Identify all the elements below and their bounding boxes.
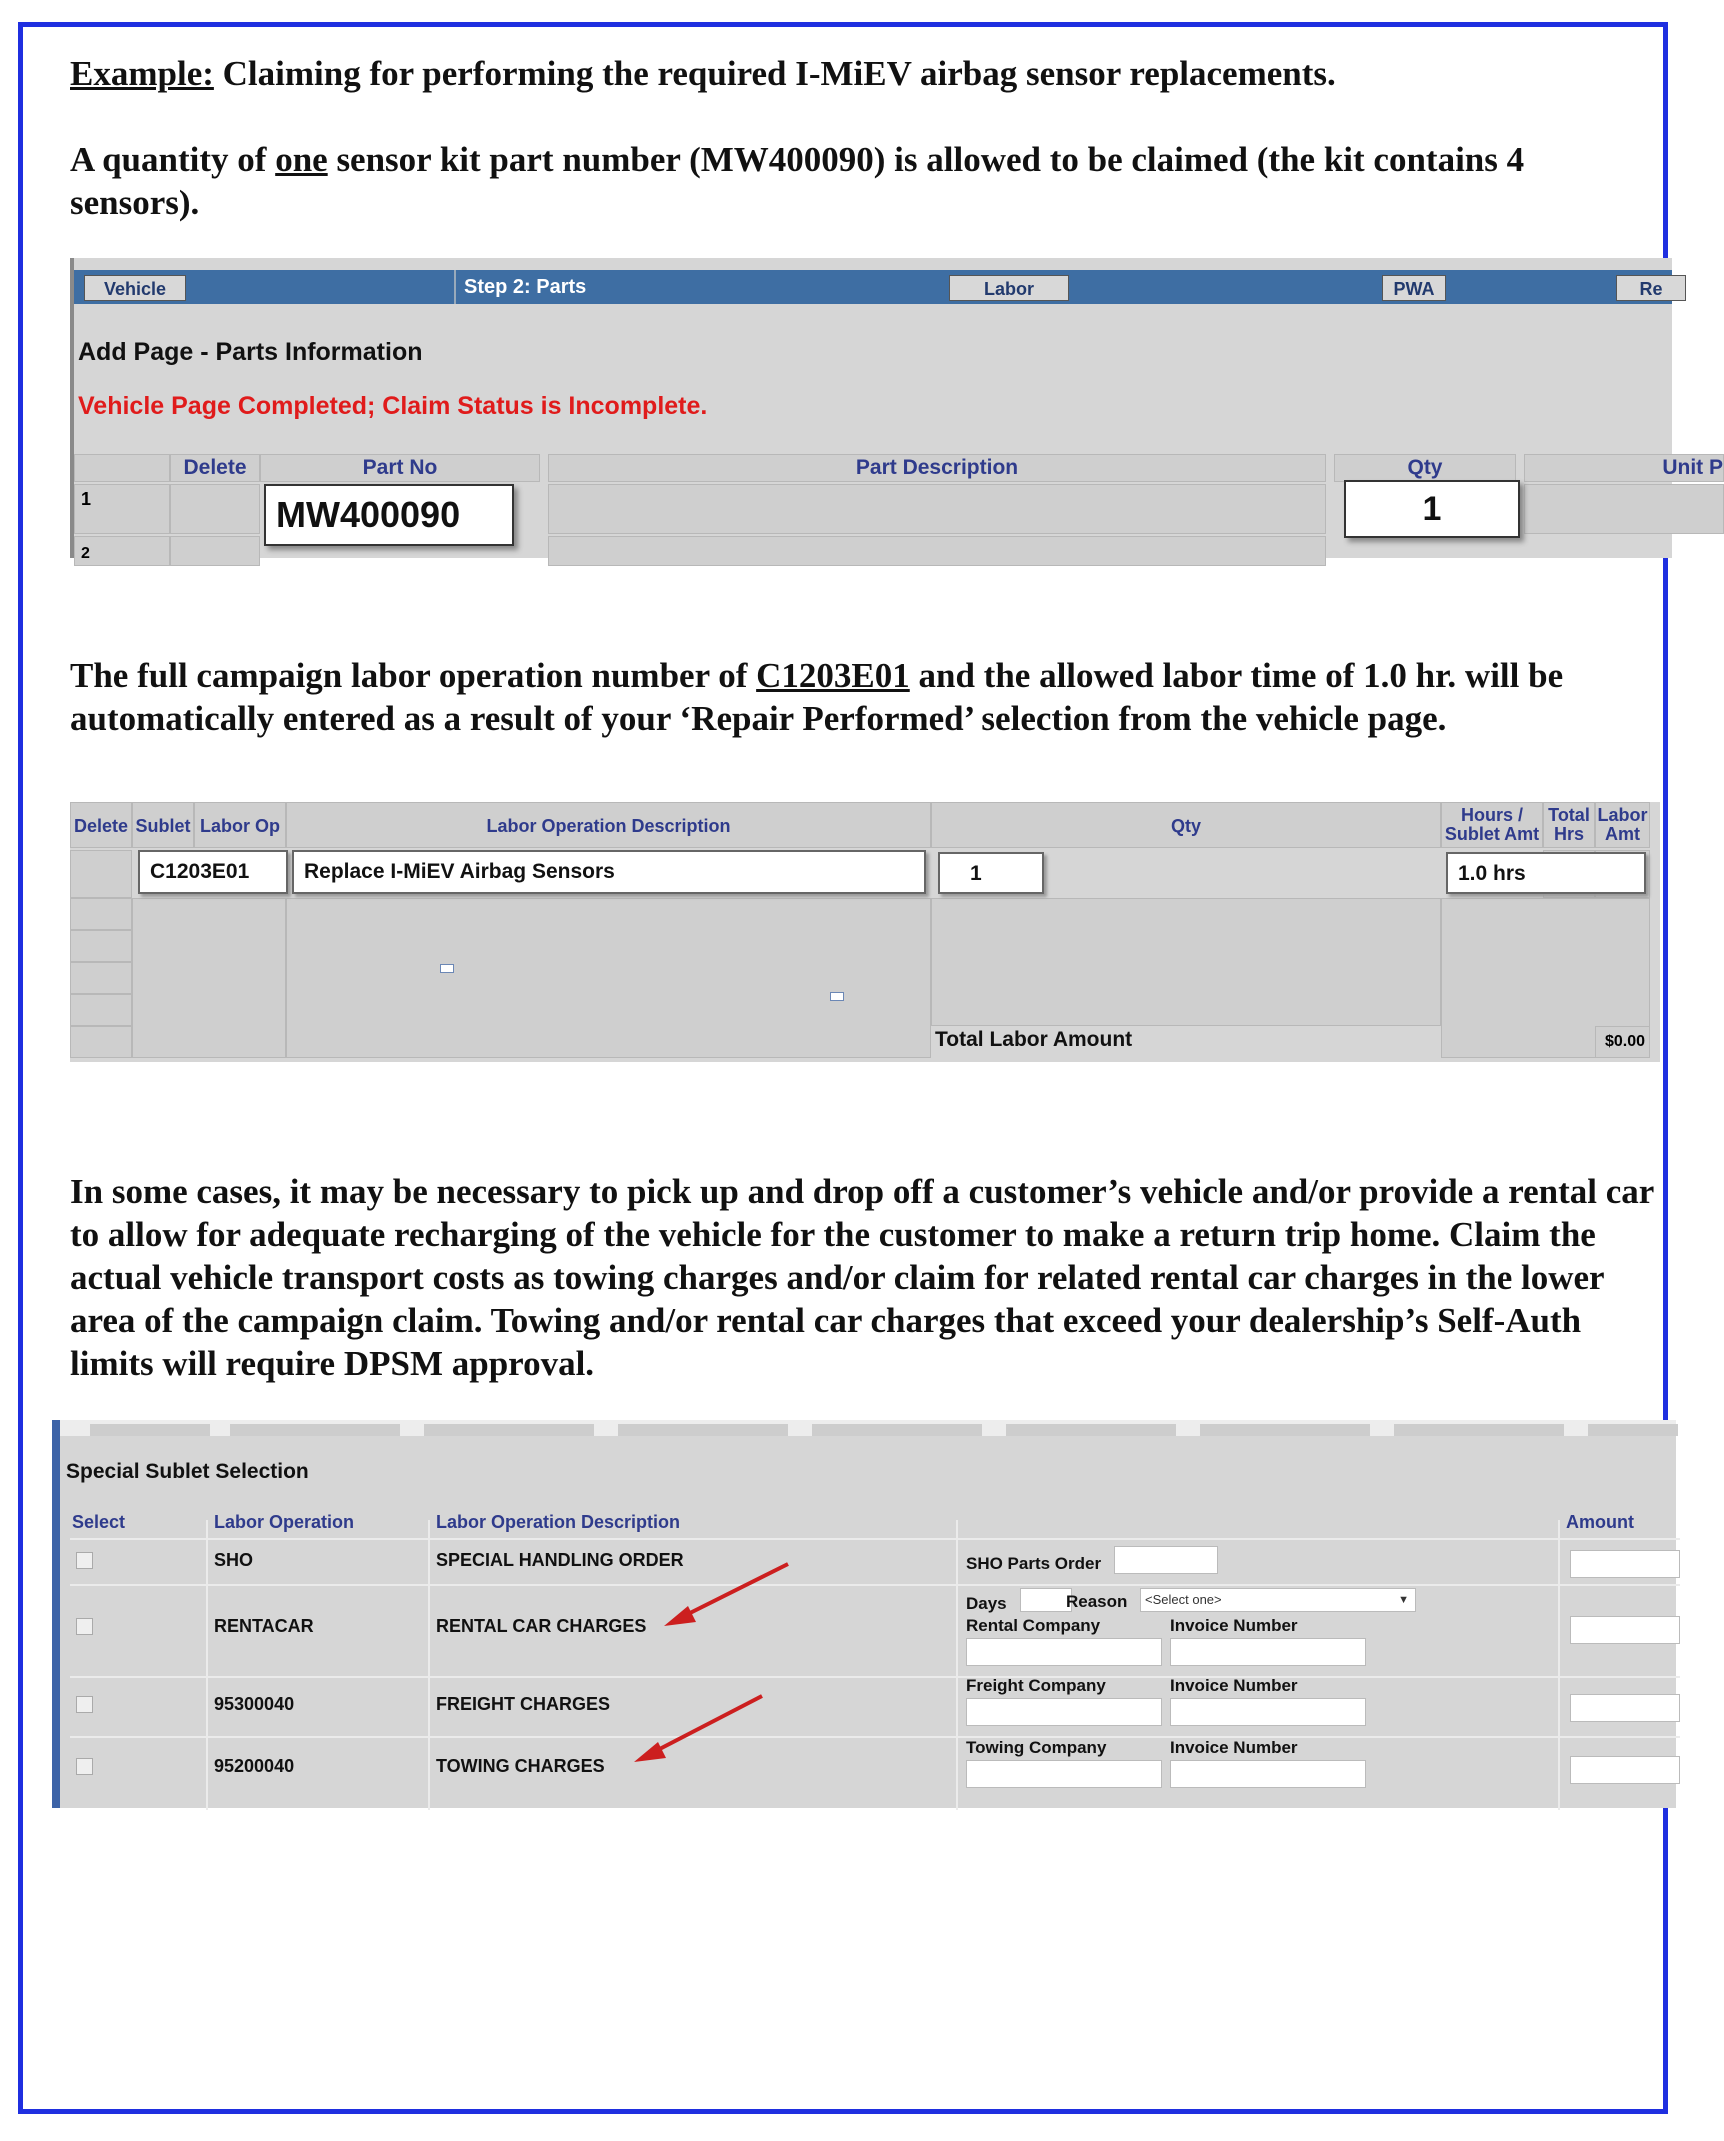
header-total-line1: Total bbox=[1548, 805, 1590, 825]
reason-select-value: <Select one> bbox=[1145, 1592, 1222, 1607]
resize-handle[interactable] bbox=[440, 964, 454, 973]
sho-parts-order-label: SHO Parts Order bbox=[966, 1554, 1102, 1573]
header-delete: Delete bbox=[170, 454, 260, 482]
row-labor-op: SHO bbox=[214, 1550, 254, 1570]
header-row-num bbox=[74, 454, 170, 482]
header-total-line2: Hrs bbox=[1553, 824, 1584, 844]
header-labor-description: Labor Operation Description bbox=[286, 802, 931, 848]
days-label: Days bbox=[966, 1594, 1007, 1613]
chevron-down-icon: ▼ bbox=[1398, 1594, 1409, 1606]
rental-company-label: Rental Company bbox=[966, 1616, 1101, 1635]
grid-cell bbox=[132, 898, 286, 1058]
tab-labor[interactable]: Labor bbox=[949, 275, 1069, 301]
header-hours-sublet bbox=[1441, 802, 1543, 848]
towing-company-label: Towing Company bbox=[966, 1738, 1107, 1757]
labor-qty-input[interactable]: 1 bbox=[938, 852, 1044, 894]
status-message: Vehicle Page Completed; Claim Status is Incomplete. bbox=[78, 392, 708, 420]
total-labor-label: Total Labor Amount bbox=[935, 1028, 1133, 1051]
delete-cell[interactable] bbox=[170, 536, 260, 566]
header-amount: Amount bbox=[1566, 1512, 1634, 1532]
labor-op-input[interactable]: C1203E01 bbox=[138, 850, 288, 894]
resize-handle[interactable] bbox=[830, 992, 844, 1001]
tab-vehicle[interactable]: Vehicle bbox=[84, 275, 186, 301]
tab-review[interactable]: Re bbox=[1616, 275, 1686, 301]
delete-cell[interactable] bbox=[170, 484, 260, 534]
qty-text-post: sensor kit part number (MW400090) is allowed to be claimed (the kit contains 4 sensors). bbox=[70, 140, 1525, 222]
grid-cell bbox=[931, 898, 1441, 1026]
invoice-number-label: Invoice Number bbox=[1170, 1616, 1298, 1635]
tab-pwa[interactable]: PWA bbox=[1382, 275, 1446, 301]
labor-description-input[interactable]: Replace I-MiEV Airbag Sensors bbox=[292, 850, 926, 894]
row-labor-op: 95300040 bbox=[214, 1694, 295, 1714]
header-labor-line1: Labor bbox=[1597, 805, 1648, 825]
row-description: TOWING CHARGES bbox=[436, 1756, 605, 1776]
labor-op-code: C1203E01 bbox=[756, 656, 910, 695]
example-text: Claiming for performing the required I-MiEV airbag sensor replacements. bbox=[213, 54, 1336, 93]
header-labor-line2: Amt bbox=[1605, 824, 1640, 844]
sublet-title: Special Sublet Selection bbox=[66, 1460, 309, 1483]
rental-paragraph: In some cases, it may be necessary to pick up and drop off a customer’s vehicle and/or provide a rental car to allow for adequate recharging of the vehicle for the customer to make a return trip home. Claim the actual vehicle transport costs as towing charges and/or claim for related rental car charges in the lower area of the campaign claim. Towing and/or rental car charges that exceed your dealership’s Self-Auth limits will require DPSM approval. bbox=[70, 1172, 1654, 1383]
header-qty: Qty bbox=[931, 802, 1441, 848]
labor-paragraph bbox=[70, 654, 1650, 740]
grid-cell bbox=[70, 962, 132, 994]
step-tab-bar bbox=[74, 270, 1672, 304]
qty-text-pre: A quantity of bbox=[70, 140, 276, 179]
invoice-number-label: Invoice Number bbox=[1170, 1738, 1298, 1757]
labor-text-pre: The full campaign labor operation number of bbox=[70, 656, 757, 695]
header-sublet: Sublet bbox=[132, 802, 194, 848]
header-hours-line2: Sublet Amt bbox=[1444, 824, 1540, 844]
header-labor-operation: Labor Operation bbox=[214, 1512, 355, 1532]
grid-cell bbox=[70, 1026, 132, 1058]
qty-input[interactable]: 1 bbox=[1344, 480, 1520, 538]
sublet-screenshot bbox=[52, 1420, 1676, 1808]
tab-step-parts[interactable]: Step 2: Parts bbox=[454, 270, 1029, 304]
example-heading bbox=[70, 52, 1670, 95]
header-hours-line1: Hours / bbox=[1460, 805, 1523, 825]
row-description: FREIGHT CHARGES bbox=[436, 1694, 611, 1714]
header-total-hrs bbox=[1543, 802, 1595, 848]
qty-word: one bbox=[275, 140, 328, 179]
header-labor-amt bbox=[1595, 802, 1650, 848]
labor-screenshot bbox=[70, 802, 1660, 1062]
row-description: RENTAL CAR CHARGES bbox=[436, 1616, 647, 1636]
parts-screenshot bbox=[70, 258, 1723, 562]
header-labor-op: Labor Op bbox=[194, 802, 286, 848]
delete-cell[interactable] bbox=[70, 850, 132, 898]
part-description-cell[interactable] bbox=[548, 484, 1326, 534]
header-delete: Delete bbox=[70, 802, 132, 848]
row-labor-op: 95200040 bbox=[214, 1756, 295, 1776]
parts-grid bbox=[74, 454, 1723, 564]
header-part-description: Part Description bbox=[548, 454, 1326, 482]
freight-company-label: Freight Company bbox=[966, 1676, 1106, 1695]
rental-arrow-icon bbox=[664, 1564, 788, 1626]
unit-price-cell[interactable] bbox=[1524, 484, 1724, 534]
header-labor-op-description: Labor Operation Description bbox=[436, 1512, 681, 1532]
reason-label: Reason bbox=[1066, 1592, 1128, 1611]
towing-arrow-icon bbox=[634, 1696, 762, 1762]
example-label: Example: bbox=[70, 54, 214, 93]
part-description-cell[interactable] bbox=[548, 536, 1326, 566]
grid-cell bbox=[70, 898, 132, 930]
part-no-input[interactable]: MW400090 bbox=[264, 484, 514, 546]
hours-input[interactable]: 1.0 hrs bbox=[1446, 852, 1646, 894]
grid-cell bbox=[70, 930, 132, 962]
labor-text-post: and the allowed labor time of 1.0 hr. will be automatically entered as a result of your ‘Repair Performed’ selection from the vehicle page. bbox=[70, 656, 1564, 738]
grid-cell bbox=[70, 994, 132, 1026]
annotation-arrows bbox=[60, 1420, 1676, 1808]
row-labor-op: RENTACAR bbox=[214, 1616, 314, 1636]
quantity-paragraph bbox=[70, 138, 1640, 224]
header-part-no: Part No bbox=[260, 454, 540, 482]
grid-cell bbox=[286, 898, 931, 1058]
invoice-number-label: Invoice Number bbox=[1170, 1676, 1298, 1695]
row-number: 2 bbox=[74, 536, 170, 566]
header-qty: Qty bbox=[1334, 454, 1516, 482]
header-unit-price: Unit P bbox=[1524, 454, 1724, 482]
header-select: Select bbox=[72, 1512, 126, 1532]
total-labor-value: $0.00 bbox=[1595, 1026, 1650, 1058]
row-description: SPECIAL HANDLING ORDER bbox=[436, 1550, 684, 1570]
row-number: 1 bbox=[74, 484, 170, 534]
page-title: Add Page - Parts Information bbox=[78, 338, 423, 366]
